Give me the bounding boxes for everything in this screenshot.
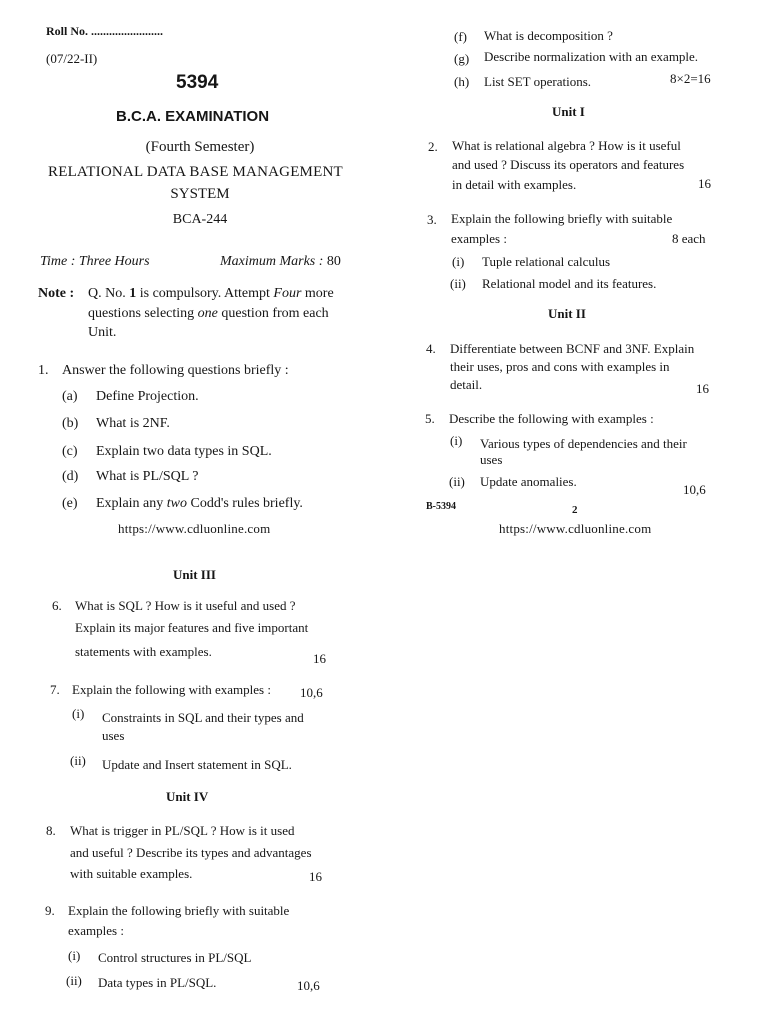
exam-title: B.C.A. EXAMINATION <box>116 108 270 125</box>
q1f-text: What is decomposition ? <box>484 28 613 43</box>
note-text: more <box>301 286 334 301</box>
q1e-text-part: Explain any <box>96 496 167 511</box>
paper-code: (07/22-II) <box>46 51 98 66</box>
q3-ii-label: (ii) <box>450 276 466 291</box>
q1h-text: List SET operations. <box>484 74 592 89</box>
watermark-url-right: https://www.cdluonline.com <box>499 521 652 536</box>
q1-text: Answer the following questions briefly : <box>62 363 289 378</box>
q4-line2: their uses, pros and cons with examples in <box>450 359 670 374</box>
q1c-text: Explain two data types in SQL. <box>96 444 272 459</box>
q3-i-label: (i) <box>452 254 465 269</box>
q3-line1: Explain the following briefly with suitable <box>451 211 673 226</box>
maximum-marks <box>220 254 341 270</box>
q5-ii-label: (ii) <box>449 474 465 489</box>
q1g-label: (g) <box>454 51 470 66</box>
q6-line3: statements with examples. <box>75 644 212 659</box>
q6-line2: Explain its major features and five important <box>75 620 309 635</box>
q1c-label: (c) <box>62 444 78 459</box>
q6-marks: 16 <box>313 651 326 666</box>
q5-i-label: (i) <box>450 433 463 448</box>
q1e-emphasis: two <box>166 496 187 511</box>
q5-i-line1: Various types of dependencies and their <box>480 436 687 451</box>
note-text: questions selecting <box>88 306 198 321</box>
q6-line1: What is SQL ? How is it useful and used ? <box>75 598 296 613</box>
subject-line1: RELATIONAL DATA BASE MANAGEMENT <box>48 164 343 180</box>
note-text: Q. No. <box>88 286 130 301</box>
note-line2 <box>88 306 329 322</box>
q8-line3: with suitable examples. <box>70 866 193 881</box>
q9-line1: Explain the following briefly with suitable <box>68 903 290 918</box>
q2-line1: What is relational algebra ? How is it useful <box>452 138 681 153</box>
q1a-label: (a) <box>62 389 78 404</box>
note-emphasis: Four <box>273 286 302 301</box>
course-code: BCA-244 <box>172 212 228 227</box>
marks-value: 80 <box>326 254 341 269</box>
time-allowed: Time : Three Hours <box>40 254 150 269</box>
q1-marks: 8×2=16 <box>670 71 711 86</box>
q3-line2: examples : <box>451 231 507 246</box>
q4-line3: detail. <box>450 377 483 392</box>
q1g-text: Describe normalization with an example. <box>484 49 699 64</box>
note-text: is compulsory. Attempt <box>136 286 274 301</box>
q5-number: 5. <box>425 411 435 426</box>
q3-number: 3. <box>427 212 437 227</box>
q7-ii-text: Update and Insert statement in SQL. <box>102 757 292 772</box>
q6-number: 6. <box>52 598 62 613</box>
q9-ii-label: (ii) <box>66 973 82 988</box>
q9-ii-text: Data types in PL/SQL. <box>98 975 217 990</box>
q2-line2: and used ? Discuss its operators and features <box>452 157 685 172</box>
q8-marks: 16 <box>309 869 322 884</box>
q1d-label: (d) <box>62 469 79 484</box>
note-emphasis: 1 <box>129 286 137 301</box>
q1e-label: (e) <box>62 496 78 511</box>
q9-marks: 10,6 <box>297 978 320 993</box>
unit3-title: Unit III <box>173 567 216 582</box>
q8-line2: and useful ? Describe its types and advantages <box>70 845 312 860</box>
q5-marks: 10,6 <box>683 482 706 497</box>
q4-line1: Differentiate between BCNF and 3NF. Explain <box>450 341 695 356</box>
q5-ii-text: Update anomalies. <box>480 474 577 489</box>
q2-line3: in detail with examples. <box>452 177 577 192</box>
q1-number: 1. <box>38 363 49 378</box>
unit2-title: Unit II <box>548 306 586 321</box>
q1e-text <box>96 496 303 512</box>
q4-number: 4. <box>426 341 436 356</box>
q7-i-label: (i) <box>72 706 85 721</box>
q4-marks: 16 <box>696 381 709 396</box>
q1b-text: What is 2NF. <box>96 416 170 431</box>
q5-line1: Describe the following with examples : <box>449 411 654 426</box>
q2-number: 2. <box>428 139 438 154</box>
q2-marks: 16 <box>698 176 711 191</box>
note-line1 <box>88 286 334 302</box>
q1b-label: (b) <box>62 416 79 431</box>
q7-ii-label: (ii) <box>70 753 86 768</box>
q3-marks: 8 each <box>672 231 706 246</box>
q7-i-line1: Constraints in SQL and their types and <box>102 710 304 725</box>
marks-label: Maximum Marks : <box>220 254 324 269</box>
unit1-title: Unit I <box>552 104 585 119</box>
note-label: Note : <box>38 286 75 301</box>
roll-no: Roll No. ........................ <box>46 24 163 38</box>
q7-line1: Explain the following with examples : <box>72 682 271 697</box>
q8-number: 8. <box>46 823 56 838</box>
subject-line2: SYSTEM <box>170 186 230 202</box>
semester: (Fourth Semester) <box>145 139 255 155</box>
q7-i-line2: uses <box>102 728 125 743</box>
footer-code: B-5394 <box>426 501 456 512</box>
note-text: question from each <box>217 306 329 321</box>
watermark-url-left: https://www.cdluonline.com <box>118 521 271 536</box>
paper-number: 5394 <box>176 72 219 93</box>
note-line3: Unit. <box>88 325 117 340</box>
q9-i-text: Control structures in PL/SQL <box>98 950 252 965</box>
q1a-text: Define Projection. <box>96 389 199 404</box>
q9-line2: examples : <box>68 923 124 938</box>
q9-i-label: (i) <box>68 948 81 963</box>
q9-number: 9. <box>45 903 55 918</box>
note-emphasis: one <box>197 306 218 321</box>
q3-ii-text: Relational model and its features. <box>482 276 657 291</box>
q1f-label: (f) <box>454 29 467 44</box>
q1d-text: What is PL/SQL ? <box>96 469 199 484</box>
q1h-label: (h) <box>454 74 470 89</box>
q8-line1: What is trigger in PL/SQL ? How is it used <box>70 823 295 838</box>
page-number: 2 <box>572 504 578 516</box>
q1e-text-part: Codd's rules briefly. <box>187 496 303 511</box>
unit4-title: Unit IV <box>166 789 209 804</box>
q7-number: 7. <box>50 682 60 697</box>
q3-i-text: Tuple relational calculus <box>482 254 611 269</box>
q7-marks: 10,6 <box>300 685 323 700</box>
q5-i-line2: uses <box>480 452 503 467</box>
